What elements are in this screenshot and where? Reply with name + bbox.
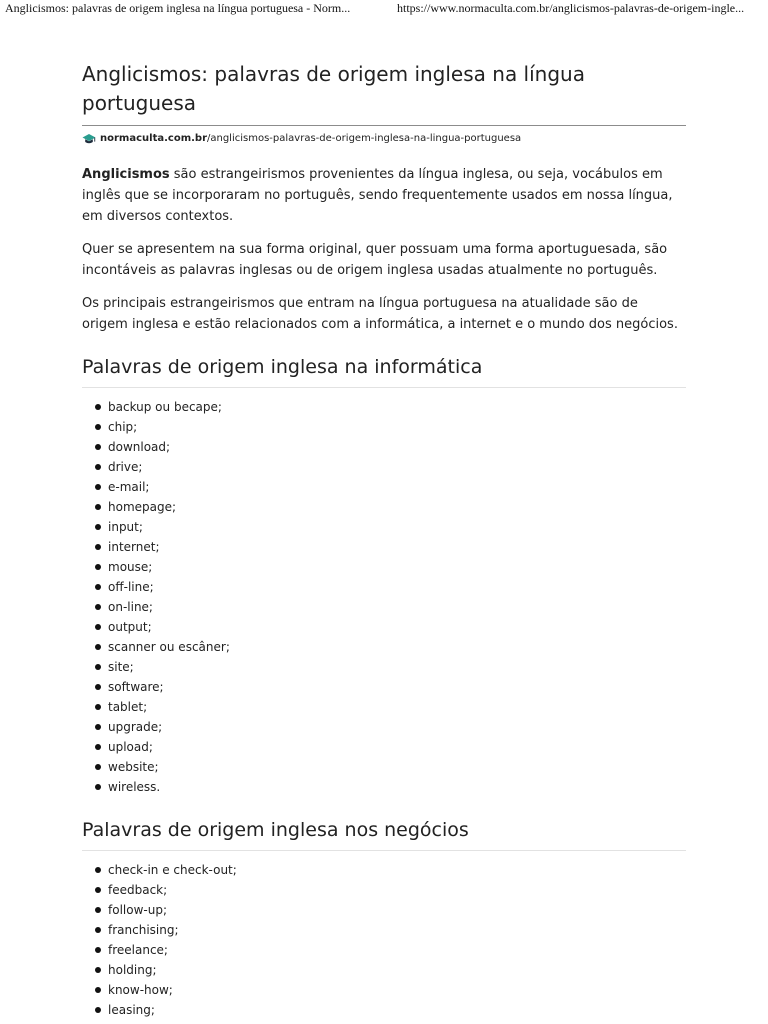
intro-text: são estrangeirismos provenientes da língua inglesa, ou seja, vocábulos em inglês que se incorporaram no português, sendo frequentemente usados em nossa língua, em diversos contextos. — [82, 167, 673, 224]
bullet-icon — [95, 927, 101, 933]
list-item — [108, 1000, 686, 1020]
bullet-icon — [95, 624, 101, 630]
bullet-icon — [95, 524, 101, 530]
bullet-icon — [95, 987, 101, 993]
list-item — [108, 577, 686, 597]
bullet-icon — [95, 664, 101, 670]
bullet-icon — [95, 504, 101, 510]
bullet-icon — [95, 744, 101, 750]
list-item-text: wireless. — [108, 780, 161, 794]
list-item — [108, 880, 686, 900]
list-item-text: chip; — [108, 420, 138, 434]
list-item — [108, 617, 686, 637]
list-item-text: follow-up; — [108, 903, 167, 917]
list-item-text: feedback; — [108, 883, 168, 897]
graduation-cap-icon — [82, 133, 96, 145]
section-heading-negocios: Palavras de origem inglesa nos negócios — [82, 817, 686, 851]
bullet-icon — [95, 684, 101, 690]
section-heading-informatica: Palavras de origem inglesa na informática — [82, 354, 686, 388]
print-header-title: Anglicismos: palavras de origem inglesa na língua portuguesa - Norm... — [5, 1, 351, 15]
list-item-text: holding; — [108, 963, 157, 977]
list-item — [108, 737, 686, 757]
list-item-text: leasing; — [108, 1003, 155, 1017]
list-item — [108, 860, 686, 880]
bullet-icon — [95, 464, 101, 470]
bullet-icon — [95, 784, 101, 790]
list-item-text: scanner ou escâner; — [108, 640, 230, 654]
list-item-text: homepage; — [108, 500, 177, 514]
intro-bold-term: Anglicismos — [82, 167, 170, 182]
list-item-text: backup ou becape; — [108, 400, 222, 414]
list-item — [108, 497, 686, 517]
bullet-icon — [95, 404, 101, 410]
bullet-icon — [95, 604, 101, 610]
list-item-text: freelance; — [108, 943, 168, 957]
bullet-icon — [95, 967, 101, 973]
list-item — [108, 557, 686, 577]
list-item-text: know-how; — [108, 983, 173, 997]
list-item — [108, 477, 686, 497]
bullet-icon — [95, 907, 101, 913]
bullet-icon — [95, 484, 101, 490]
term-list-negocios — [82, 860, 686, 1020]
list-item-text: on-line; — [108, 600, 153, 614]
term-list-informatica — [82, 397, 686, 797]
list-item — [108, 637, 686, 657]
list-item-text: download; — [108, 440, 171, 454]
list-item — [108, 717, 686, 737]
bullet-icon — [95, 1007, 101, 1013]
paragraph-3: Os principais estrangeirismos que entram na língua portuguesa na atualidade são de origem inglesa e estão relacionados com a informática, a internet e o mundo dos negócios. — [82, 296, 678, 332]
list-item — [108, 940, 686, 960]
list-item-text: upload; — [108, 740, 153, 754]
list-item-text: drive; — [108, 460, 143, 474]
bullet-icon — [95, 644, 101, 650]
list-item — [108, 397, 686, 417]
list-item — [108, 980, 686, 1000]
intro-paragraph — [82, 164, 686, 227]
list-item-text: upgrade; — [108, 720, 163, 734]
bullet-icon — [95, 584, 101, 590]
bullet-icon — [95, 444, 101, 450]
list-item — [108, 437, 686, 457]
list-item-text: mouse; — [108, 560, 153, 574]
list-item-text: off-line; — [108, 580, 154, 594]
list-item — [108, 657, 686, 677]
bullet-icon — [95, 544, 101, 550]
list-item — [108, 537, 686, 557]
print-header — [0, 0, 768, 20]
list-item-text: check-in e check-out; — [108, 863, 237, 877]
list-item — [108, 597, 686, 617]
bullet-icon — [95, 724, 101, 730]
list-item — [108, 777, 686, 797]
list-item-text: franchising; — [108, 923, 179, 937]
source-domain[interactable]: normaculta.com.br — [100, 133, 207, 144]
paragraph-2: Quer se apresentem na sua forma original, quer possuam uma forma aportuguesada, são incontáveis as palavras inglesas ou de origem inglesa usadas atualmente no português. — [82, 242, 668, 278]
list-item-text: input; — [108, 520, 143, 534]
list-item — [108, 517, 686, 537]
bullet-icon — [95, 867, 101, 873]
source-link[interactable] — [82, 132, 686, 146]
bullet-icon — [95, 424, 101, 430]
bullet-icon — [95, 704, 101, 710]
list-item — [108, 417, 686, 437]
source-path[interactable]: /anglicismos-palavras-de-origem-inglesa-na-lingua-portuguesa — [207, 133, 522, 144]
page-title: Anglicismos: palavras de origem inglesa na língua portuguesa — [82, 60, 686, 126]
list-item — [108, 960, 686, 980]
list-item — [108, 757, 686, 777]
list-item-text: site; — [108, 660, 134, 674]
bullet-icon — [95, 764, 101, 770]
list-item — [108, 920, 686, 940]
article-content — [82, 60, 686, 1020]
list-item-text: website; — [108, 760, 159, 774]
bullet-icon — [95, 564, 101, 570]
list-item-text: internet; — [108, 540, 160, 554]
list-item — [108, 457, 686, 477]
bullet-icon — [95, 887, 101, 893]
list-item-text: e-mail; — [108, 480, 150, 494]
print-header-url: https://www.normaculta.com.br/anglicismos-palavras-de-origem-ingle... — [397, 1, 745, 15]
bullet-icon — [95, 947, 101, 953]
list-item — [108, 677, 686, 697]
list-item-text: software; — [108, 680, 164, 694]
list-item-text: output; — [108, 620, 152, 634]
list-item — [108, 697, 686, 717]
list-item-text: tablet; — [108, 700, 148, 714]
list-item — [108, 900, 686, 920]
